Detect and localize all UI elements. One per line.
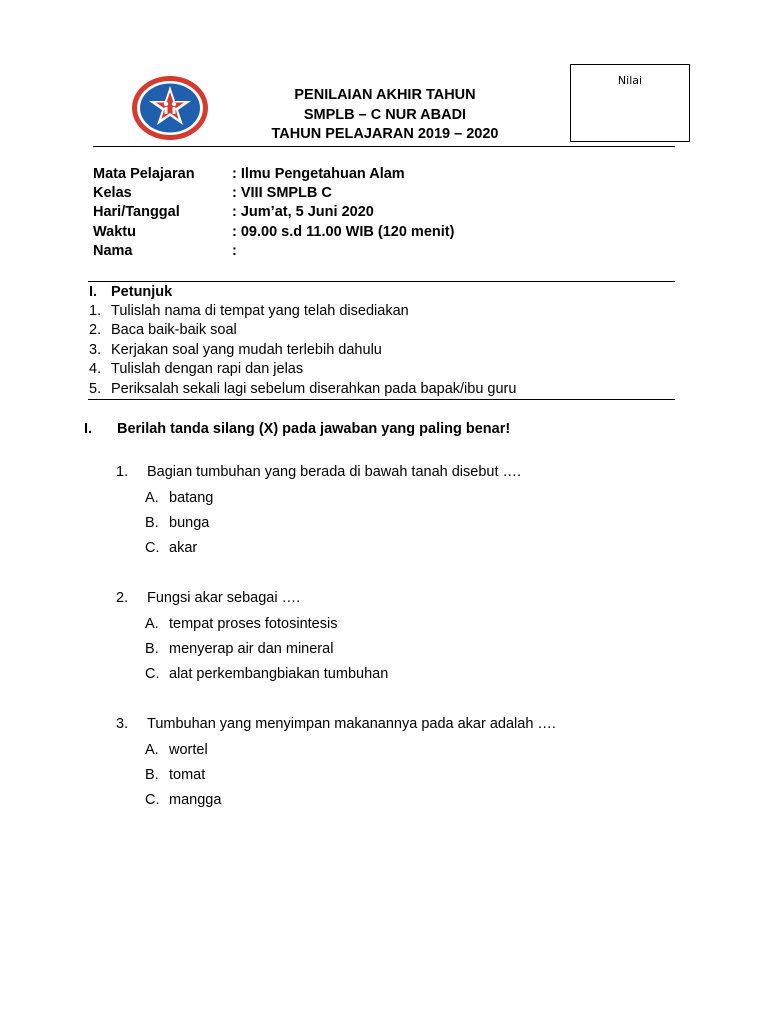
info-value: : Ilmu Pengetahuan Alam bbox=[232, 166, 405, 182]
info-label: Mata Pelajaran bbox=[93, 166, 195, 182]
instruction-number: 5. bbox=[89, 381, 102, 397]
question-number: 1. bbox=[116, 464, 129, 480]
section-numeral: I. bbox=[84, 421, 93, 437]
option-letter: A. bbox=[145, 742, 159, 758]
instruction-text: Periksalah sekali lagi sebelum diserahkan pada bapak/ibu guru bbox=[111, 381, 517, 397]
info-label: Kelas bbox=[93, 185, 132, 201]
option-letter: B. bbox=[145, 515, 159, 531]
option-letter: B. bbox=[145, 767, 159, 783]
score-label: Nilai bbox=[617, 74, 643, 87]
option-text: akar bbox=[169, 540, 198, 556]
instructions-divider bbox=[88, 399, 675, 400]
option-text: mangga bbox=[169, 792, 222, 808]
option-letter: C. bbox=[145, 540, 160, 556]
instruction-number: 3. bbox=[89, 342, 102, 358]
instruction-text: Tulislah dengan rapi dan jelas bbox=[111, 361, 304, 377]
question-text: Fungsi akar sebagai …. bbox=[147, 590, 301, 606]
instruction-number: 4. bbox=[89, 361, 102, 377]
option-letter: C. bbox=[145, 666, 160, 682]
instruction-number: 2. bbox=[89, 322, 102, 338]
option-text: tempat proses fotosintesis bbox=[169, 616, 338, 632]
question-number: 2. bbox=[116, 590, 129, 606]
option-text: tomat bbox=[169, 767, 206, 783]
info-value: : bbox=[232, 243, 237, 259]
instructions-numeral: I. bbox=[89, 284, 98, 300]
option-text: alat perkembangbiakan tumbuhan bbox=[169, 666, 389, 682]
section-heading: Berilah tanda silang (X) pada jawaban yang paling benar! bbox=[117, 421, 511, 437]
question-number: 3. bbox=[116, 716, 129, 732]
option-letter: B. bbox=[145, 641, 159, 657]
info-value: : VIII SMPLB C bbox=[232, 185, 332, 201]
question-text: Tumbuhan yang menyimpan makanannya pada akar adalah …. bbox=[147, 716, 556, 732]
info-label: Hari/Tanggal bbox=[93, 204, 180, 220]
info-value: : 09.00 s.d 11.00 WIB (120 menit) bbox=[232, 224, 455, 240]
info-label: Nama bbox=[93, 243, 133, 259]
exam-title: PENILAIAN AKHIR TAHUN bbox=[294, 87, 476, 103]
header-divider bbox=[93, 146, 675, 147]
question-text: Bagian tumbuhan yang berada di bawah tanah disebut …. bbox=[147, 464, 522, 480]
option-letter: A. bbox=[145, 490, 159, 506]
option-text: bunga bbox=[169, 515, 210, 531]
info-divider bbox=[88, 281, 675, 282]
option-letter: C. bbox=[145, 792, 160, 808]
instruction-text: Baca baik-baik soal bbox=[111, 322, 237, 338]
school-name: SMPLB – C NUR ABADI bbox=[303, 107, 467, 123]
option-text: menyerap air dan mineral bbox=[169, 641, 334, 657]
school-logo bbox=[130, 74, 210, 142]
option-text: wortel bbox=[169, 742, 208, 758]
score-box bbox=[570, 64, 690, 142]
academic-year: TAHUN PELAJARAN 2019 – 2020 bbox=[271, 126, 499, 142]
instruction-text: Kerjakan soal yang mudah terlebih dahulu bbox=[111, 342, 382, 358]
option-text: batang bbox=[169, 490, 214, 506]
instruction-number: 1. bbox=[89, 303, 102, 319]
info-label: Waktu bbox=[93, 224, 136, 240]
instructions-heading: Petunjuk bbox=[111, 284, 173, 300]
info-value: : Jum’at, 5 Juni 2020 bbox=[232, 204, 374, 220]
instruction-text: Tulislah nama di tempat yang telah disediakan bbox=[111, 303, 409, 319]
option-letter: A. bbox=[145, 616, 159, 632]
